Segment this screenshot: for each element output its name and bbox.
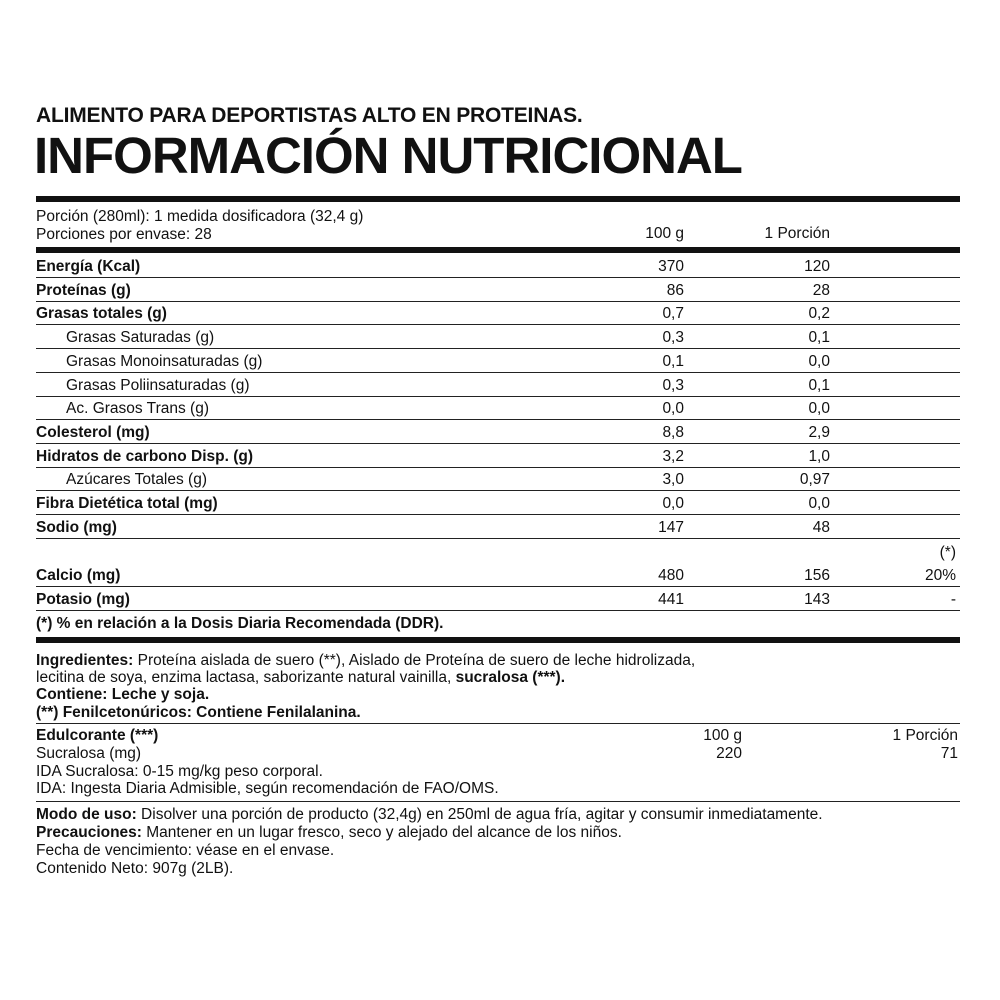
value-portion: 2,9 [808, 423, 830, 441]
usage-mode [36, 806, 823, 824]
mineral-label: Calcio (mg) [36, 567, 121, 584]
table-row [36, 445, 960, 468]
value-100g: 8,8 [662, 423, 684, 441]
value-100g: 0,3 [662, 329, 684, 347]
nutrient-label: Grasas Poliinsaturadas (g) [66, 376, 250, 394]
serving-size: Porción (280ml): 1 medida dosificadora (32,4 g) [36, 208, 364, 225]
value-portion: 120 [804, 258, 830, 275]
table-row [36, 326, 960, 349]
ingredients-text-1: Proteína aislada de suero (**), Aislado de Proteína de suero de leche hidrolizada, [133, 652, 696, 669]
sweetener-item: Sucralosa (mg) [36, 745, 142, 762]
table-row [36, 516, 960, 539]
usage-mode-label: Modo de uso: [36, 806, 137, 823]
table-row [36, 374, 960, 397]
col-header-portion: 1 Porción [764, 225, 830, 242]
product-subtitle: ALIMENTO PARA DEPORTISTAS ALTO EN PROTEINAS. [36, 104, 583, 127]
value-100g: 3,2 [662, 447, 684, 465]
nutrient-label: Hidratos de carbono Disp. (g) [36, 447, 254, 465]
table-row [36, 421, 960, 444]
precautions-text: Mantener en un lugar fresco, seco y alejado del alcance de los niños. [141, 824, 622, 841]
ingredients-label: Ingredientes: [36, 652, 134, 669]
value-100g: 0,0 [662, 495, 684, 512]
top-rule [36, 196, 960, 202]
mineral-row [36, 564, 960, 587]
table-row [36, 468, 960, 491]
table-row [36, 397, 960, 420]
precautions [36, 824, 622, 842]
value-portion: 0,0 [808, 495, 830, 512]
value-portion: 28 [812, 281, 830, 299]
nutrient-label: Fibra Dietética total (mg) [36, 495, 218, 512]
value-ddr: - [950, 591, 956, 608]
row-divider [36, 538, 960, 539]
usage-mode-text: Disolver una porción de producto (32,4g) en 250ml de agua fría, agitar y consumir inmediatamente. [136, 806, 823, 823]
col-header-100g: 100 g [645, 225, 684, 242]
value-portion: 0,1 [808, 376, 830, 394]
value-100g: 0,0 [662, 400, 684, 418]
page-title: INFORMACIÓN NUTRICIONAL [34, 127, 742, 184]
row-divider [36, 610, 960, 611]
value-100g: 86 [666, 281, 684, 299]
nutrient-label: Colesterol (mg) [36, 423, 150, 441]
ingredients-sucralose: sucralosa (***). [455, 669, 566, 686]
ida-sucralose: IDA Sucralosa: 0-15 mg/kg peso corporal. [36, 763, 323, 780]
table-row [36, 350, 960, 373]
table-row [36, 279, 960, 302]
servings-per-container: Porciones por envase: 28 [36, 226, 212, 243]
allergen-contains: Contiene: Leche y soja. [36, 686, 210, 703]
nutrient-label: Sodio (mg) [36, 518, 117, 536]
value-100g: 147 [658, 518, 684, 536]
nutrient-label: Grasas Saturadas (g) [66, 329, 215, 347]
precautions-label: Precauciones: [36, 824, 142, 841]
nutrient-label: Azúcares Totales (g) [66, 471, 207, 489]
ddr-marker: (*) [939, 544, 956, 561]
table-row [36, 492, 960, 515]
table-row [36, 255, 960, 278]
nutrient-label: Energía (Kcal) [36, 258, 141, 275]
header-rule [36, 247, 960, 253]
ingredients-line-1 [36, 652, 695, 670]
value-portion: 0,0 [808, 400, 830, 418]
usage-rule [36, 801, 960, 802]
ingredients-line-2 [36, 669, 565, 687]
value-portion: 143 [804, 591, 830, 608]
section-rule [36, 637, 960, 643]
ida-definition: IDA: Ingesta Diaria Admisible, según recomendación de FAO/OMS. [36, 780, 499, 797]
value-100g: 441 [658, 591, 684, 608]
nutrient-label: Ac. Grasos Trans (g) [66, 400, 209, 418]
value-100g: 370 [658, 258, 684, 275]
expiry-date: Fecha de vencimiento: véase en el envase. [36, 842, 335, 859]
nutrient-label: Proteínas (g) [36, 281, 131, 299]
sweetener-value-100g: 220 [716, 745, 742, 762]
value-portion: 0,97 [799, 471, 830, 489]
net-content: Contenido Neto: 907g (2LB). [36, 860, 234, 877]
value-portion: 48 [812, 518, 830, 536]
sweetener-label: Edulcorante (***) [36, 727, 159, 744]
value-100g: 3,0 [662, 471, 684, 489]
sweetener-rule [36, 723, 960, 724]
ddr-footnote: (*) % en relación a la Dosis Diaria Recomendada (DDR). [36, 615, 444, 632]
sweetener-col-portion: 1 Porción [892, 727, 958, 744]
phenylketonurics-note: (**) Fenilcetonúricos: Contiene Fenilalanina. [36, 704, 361, 721]
sweetener-value-portion: 71 [940, 745, 958, 762]
row-divider [36, 586, 960, 587]
nutrient-label: Grasas Monoinsaturadas (g) [66, 352, 263, 370]
ingredients-text-2: lecitina de soya, enzima lactasa, saborizante natural vainilla, [36, 669, 456, 686]
value-portion: 156 [804, 567, 830, 584]
value-portion: 0,2 [808, 305, 830, 323]
sweetener-col-100g: 100 g [703, 727, 742, 744]
mineral-row [36, 588, 960, 611]
nutrient-label: Grasas totales (g) [36, 305, 167, 323]
table-row [36, 302, 960, 325]
value-100g: 0,3 [662, 376, 684, 394]
value-portion: 1,0 [808, 447, 830, 465]
value-100g: 0,1 [662, 352, 684, 370]
value-ddr: 20% [924, 567, 956, 584]
mineral-label: Potasio (mg) [36, 591, 130, 608]
value-portion: 0,0 [808, 352, 830, 370]
value-100g: 480 [658, 567, 684, 584]
value-100g: 0,7 [662, 305, 684, 323]
value-portion: 0,1 [808, 329, 830, 347]
